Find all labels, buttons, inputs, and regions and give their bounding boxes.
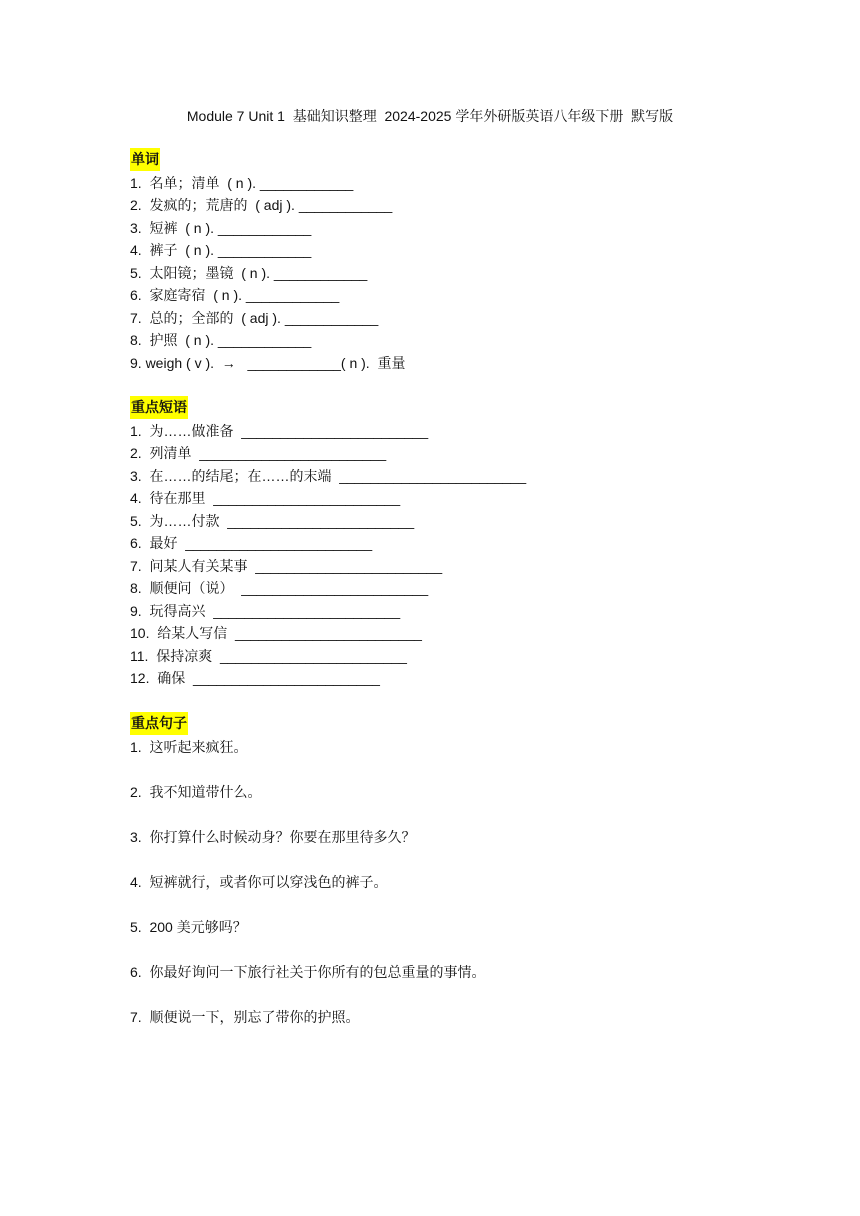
sentences-heading: 重点句子 bbox=[130, 712, 188, 735]
word-item bbox=[130, 352, 405, 375]
sentence-item: 6. 你最好询问一下旅行社关于你所有的包总重量的事情。 bbox=[130, 963, 486, 980]
phrase-item bbox=[130, 442, 526, 465]
answer-blank: ____________ bbox=[245, 287, 340, 303]
phrase-item-prompt: 6. 最好 bbox=[130, 535, 186, 551]
answer-blank: ________________________ bbox=[219, 647, 407, 664]
sentence-item: 4. 短裤就行，或者你可以穿浅色的裤子。 bbox=[130, 873, 388, 890]
words-heading: 单词 bbox=[130, 148, 160, 171]
answer-blank: ________________________ bbox=[213, 490, 401, 506]
answer-blank: ________________________ bbox=[199, 445, 387, 461]
sentences-list bbox=[130, 736, 485, 1051]
word-item bbox=[130, 194, 405, 217]
phrase-item bbox=[130, 555, 526, 578]
phrase-item bbox=[130, 667, 526, 690]
phrase-item-prompt: 3. 在……的结尾；在……的末端 bbox=[130, 467, 340, 484]
words-section bbox=[130, 148, 405, 374]
answer-blank: ________________________ bbox=[339, 467, 527, 484]
word-item bbox=[130, 307, 405, 330]
phrase-item bbox=[130, 510, 526, 533]
word-item bbox=[130, 239, 405, 262]
word-item bbox=[130, 284, 405, 307]
answer-blank: ________________________ bbox=[193, 670, 380, 686]
phrases-section bbox=[130, 396, 526, 690]
sentences-section bbox=[130, 712, 485, 1051]
sentence-item: 1. 这听起来疯狂。 bbox=[130, 738, 248, 755]
sentence-item: 5. 200 美元够吗？ bbox=[130, 918, 247, 935]
phrase-item bbox=[130, 487, 526, 510]
phrase-item-prompt: 5. 为……付款 bbox=[130, 512, 228, 529]
word-item-prompt: 9. weigh ( v ). → bbox=[130, 354, 248, 371]
word-item bbox=[130, 262, 405, 285]
answer-blank: ________________________ bbox=[255, 557, 443, 574]
phrase-item bbox=[130, 622, 526, 645]
phrase-item bbox=[130, 645, 526, 668]
sentence-item: 3. 你打算什么时候动身？你要在那里待多久？ bbox=[130, 828, 416, 845]
word-item-prompt: 7. 总的；全部的 ( adj ). bbox=[130, 309, 285, 326]
phrase-item-prompt: 1. 为……做准备 bbox=[130, 422, 242, 439]
word-item-prompt: 4. 裤子 ( n ). bbox=[130, 242, 218, 258]
sentence-item: 7. 顺便说一下，别忘了带你的护照。 bbox=[130, 1008, 360, 1025]
phrase-item-prompt: 4. 待在那里 bbox=[130, 490, 214, 506]
phrase-item-prompt: 11. 保持凉爽 bbox=[130, 647, 220, 664]
answer-blank: ____________ bbox=[217, 332, 312, 348]
document-title: Module 7 Unit 1 基础知识整理 2024-2025 学年外研版英语八年级下册 默写版 bbox=[186, 108, 674, 124]
phrase-item bbox=[130, 420, 526, 443]
word-item-prompt: 2. 发疯的；荒唐的 ( adj ). bbox=[130, 197, 299, 213]
answer-blank: ____________ bbox=[273, 264, 368, 281]
answer-blank: ________________________ bbox=[241, 580, 429, 596]
answer-blank: ____________ bbox=[259, 174, 354, 191]
answer-blank: ________________________ bbox=[185, 535, 373, 551]
word-item-prompt: 3. 短裤 ( n ). bbox=[130, 219, 218, 236]
answer-blank: ________________________ bbox=[241, 422, 429, 439]
phrases-heading: 重点短语 bbox=[130, 396, 188, 419]
sentence-item: 2. 我不知道带什么。 bbox=[130, 783, 262, 800]
word-item-prompt: 8. 护照 ( n ). bbox=[130, 332, 218, 348]
phrase-item bbox=[130, 532, 526, 555]
phrase-item bbox=[130, 465, 526, 488]
answer-blank: ____________ bbox=[247, 354, 341, 371]
answer-blank: ________________________ bbox=[227, 512, 415, 529]
word-item-prompt: 5. 太阳镜；墨镜 ( n ). bbox=[130, 264, 274, 281]
phrase-item bbox=[130, 577, 526, 600]
phrase-item-prompt: 12. 确保 bbox=[130, 670, 194, 686]
phrase-item-prompt: 10. 给某人写信 bbox=[130, 625, 236, 641]
word-item bbox=[130, 217, 405, 240]
word-item bbox=[130, 172, 405, 195]
word-item bbox=[130, 329, 405, 352]
answer-blank: ____________ bbox=[217, 242, 312, 258]
answer-blank: ____________ bbox=[217, 219, 312, 236]
answer-blank: ____________ bbox=[284, 309, 379, 326]
phrase-item bbox=[130, 600, 526, 623]
word-item-suffix: ( n ). 重量 bbox=[340, 354, 406, 371]
words-list bbox=[130, 172, 405, 375]
answer-blank: ________________________ bbox=[235, 625, 422, 641]
phrase-item-prompt: 9. 玩得高兴 bbox=[130, 602, 214, 619]
word-item-prompt: 1. 名单；清单 ( n ). bbox=[130, 174, 260, 191]
phrase-item-prompt: 2. 列清单 bbox=[130, 445, 200, 461]
phrases-list bbox=[130, 420, 526, 690]
phrase-item-prompt: 8. 顺便问（说） bbox=[130, 580, 242, 596]
phrase-item-prompt: 7. 问某人有关某事 bbox=[130, 557, 256, 574]
answer-blank: ____________ bbox=[298, 197, 393, 213]
answer-blank: ________________________ bbox=[213, 602, 401, 619]
word-item-prompt: 6. 家庭寄宿 ( n ). bbox=[130, 287, 246, 303]
